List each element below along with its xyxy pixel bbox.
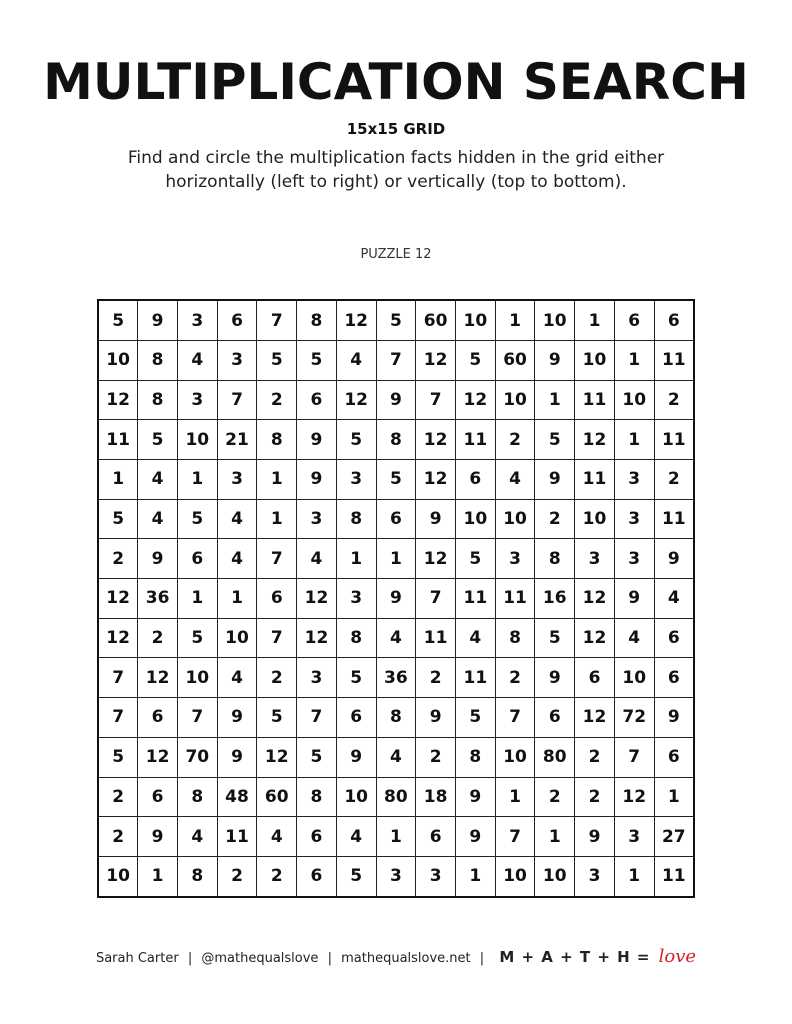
grid-cell[interactable]: 10: [495, 737, 535, 777]
grid-cell[interactable]: 2: [257, 380, 297, 420]
grid-cell[interactable]: 3: [297, 658, 337, 698]
grid-cell[interactable]: 9: [614, 579, 654, 619]
grid-cell[interactable]: 1: [257, 460, 297, 500]
grid-cell[interactable]: 6: [297, 817, 337, 857]
grid-cell[interactable]: 5: [257, 341, 297, 381]
grid-cell[interactable]: 9: [217, 737, 257, 777]
grid-cell[interactable]: 9: [535, 658, 575, 698]
grid-cell[interactable]: 8: [257, 420, 297, 460]
grid-cell[interactable]: 4: [177, 341, 217, 381]
grid-cell[interactable]: 3: [495, 539, 535, 579]
grid-cell[interactable]: 4: [138, 499, 178, 539]
grid-cell[interactable]: 1: [614, 420, 654, 460]
grid-cell[interactable]: 7: [495, 698, 535, 738]
grid-cell[interactable]: 10: [217, 618, 257, 658]
grid-cell[interactable]: 60: [257, 777, 297, 817]
grid-cell[interactable]: 12: [416, 460, 456, 500]
puzzle-label: PUZZLE 12: [360, 247, 432, 262]
grid-cell[interactable]: 2: [416, 737, 456, 777]
grid-cell[interactable]: 10: [575, 499, 615, 539]
grid-cell[interactable]: 3: [297, 499, 337, 539]
grid-cell[interactable]: 6: [654, 658, 694, 698]
grid-cell[interactable]: 12: [416, 539, 456, 579]
grid-cell[interactable]: 10: [455, 300, 495, 341]
grid-cell[interactable]: 10: [535, 300, 575, 341]
grid-cell[interactable]: 10: [495, 856, 535, 897]
grid-cell[interactable]: 9: [535, 341, 575, 381]
grid-cell[interactable]: 1: [257, 499, 297, 539]
grid-row: [98, 499, 694, 539]
grid-cell[interactable]: 9: [416, 499, 456, 539]
grid-cell[interactable]: 6: [416, 817, 456, 857]
grid-cell[interactable]: 4: [336, 817, 376, 857]
grid-cell[interactable]: 10: [575, 341, 615, 381]
grid-cell[interactable]: 2: [257, 658, 297, 698]
grid-body: [98, 300, 694, 897]
grid-cell[interactable]: 4: [455, 618, 495, 658]
page-title: MULTIPLICATION SEARCH: [43, 53, 749, 111]
grid-cell[interactable]: 7: [297, 698, 337, 738]
grid-cell[interactable]: 10: [455, 499, 495, 539]
grid-cell[interactable]: 3: [177, 380, 217, 420]
footer-handle: @mathequalslove: [201, 951, 319, 966]
brand-logo: M + A + T + H =: [499, 948, 651, 966]
grid-cell[interactable]: 6: [654, 618, 694, 658]
grid-cell[interactable]: 9: [376, 380, 416, 420]
grid-cell[interactable]: 4: [614, 618, 654, 658]
grid-cell[interactable]: 1: [535, 380, 575, 420]
footer-separator: |: [479, 951, 485, 966]
grid-cell[interactable]: 7: [376, 341, 416, 381]
grid-cell[interactable]: 3: [614, 499, 654, 539]
grid-cell[interactable]: 7: [495, 817, 535, 857]
grid-cell[interactable]: 6: [257, 579, 297, 619]
grid-cell[interactable]: 4: [376, 737, 416, 777]
grid-cell[interactable]: 4: [177, 817, 217, 857]
grid-cell[interactable]: 12: [297, 579, 337, 619]
grid-row: [98, 539, 694, 579]
grid-cell[interactable]: 4: [654, 579, 694, 619]
grid-cell[interactable]: 7: [98, 698, 138, 738]
grid-row: [98, 658, 694, 698]
grid-cell[interactable]: 5: [177, 499, 217, 539]
grid-cell[interactable]: 7: [98, 658, 138, 698]
grid-cell[interactable]: 11: [575, 380, 615, 420]
grid-cell[interactable]: 72: [614, 698, 654, 738]
grid-row: [98, 618, 694, 658]
grid-row: [98, 777, 694, 817]
grid-cell[interactable]: 12: [416, 420, 456, 460]
grid-cell[interactable]: 6: [177, 539, 217, 579]
grid-cell[interactable]: 5: [257, 698, 297, 738]
instructions-text: Find and circle the multiplication facts hidden in the grid either horizontally (left to right) or vertically (top to bottom).: [127, 148, 665, 192]
grid-cell[interactable]: 1: [138, 856, 178, 897]
grid-cell[interactable]: 9: [654, 539, 694, 579]
grid-cell[interactable]: 3: [614, 460, 654, 500]
grid-cell[interactable]: 5: [455, 341, 495, 381]
grid-cell[interactable]: 5: [376, 460, 416, 500]
grid-cell[interactable]: 1: [535, 817, 575, 857]
grid-row: [98, 300, 694, 341]
grid-cell[interactable]: 1: [376, 817, 416, 857]
grid-cell[interactable]: 4: [495, 460, 535, 500]
grid-cell[interactable]: 2: [654, 380, 694, 420]
grid-row: [98, 817, 694, 857]
grid-cell[interactable]: 2: [535, 777, 575, 817]
grid-cell[interactable]: 7: [257, 300, 297, 341]
grid-size-subtitle: 15x15 GRID: [346, 120, 446, 138]
grid-cell[interactable]: 27: [654, 817, 694, 857]
grid-cell[interactable]: 12: [575, 698, 615, 738]
brand-love-script: love: [658, 946, 697, 967]
grid-cell[interactable]: 8: [336, 618, 376, 658]
grid-cell[interactable]: 3: [376, 856, 416, 897]
grid-cell[interactable]: 60: [416, 300, 456, 341]
grid-row: [98, 380, 694, 420]
grid-cell[interactable]: 11: [217, 817, 257, 857]
grid-cell[interactable]: 2: [257, 856, 297, 897]
grid-cell[interactable]: 11: [455, 579, 495, 619]
grid-cell[interactable]: 9: [416, 698, 456, 738]
footer-author: Sarah Carter: [95, 951, 179, 966]
grid-cell[interactable]: 36: [376, 658, 416, 698]
grid-cell[interactable]: 6: [138, 698, 178, 738]
grid-cell[interactable]: 12: [138, 658, 178, 698]
grid-cell[interactable]: 12: [98, 579, 138, 619]
grid-cell[interactable]: 9: [575, 817, 615, 857]
grid-cell[interactable]: 5: [376, 300, 416, 341]
footer-separator: |: [187, 951, 193, 966]
grid-cell[interactable]: 60: [495, 341, 535, 381]
grid-cell[interactable]: 11: [575, 460, 615, 500]
grid-cell[interactable]: 3: [336, 460, 376, 500]
grid-cell[interactable]: 1: [614, 341, 654, 381]
grid-cell[interactable]: 6: [217, 300, 257, 341]
grid-cell[interactable]: 7: [416, 380, 456, 420]
grid-cell[interactable]: 12: [138, 737, 178, 777]
grid-cell[interactable]: 2: [98, 817, 138, 857]
grid-row: [98, 341, 694, 381]
grid-cell[interactable]: 6: [575, 658, 615, 698]
grid-cell[interactable]: 4: [297, 539, 337, 579]
grid-cell[interactable]: 2: [217, 856, 257, 897]
grid-cell[interactable]: 9: [455, 777, 495, 817]
grid-cell[interactable]: 9: [217, 698, 257, 738]
grid-cell[interactable]: 48: [217, 777, 257, 817]
grid-cell[interactable]: 7: [177, 698, 217, 738]
grid-cell[interactable]: 11: [455, 658, 495, 698]
grid-cell[interactable]: 3: [575, 539, 615, 579]
grid-cell[interactable]: 6: [376, 499, 416, 539]
grid-cell[interactable]: 3: [575, 856, 615, 897]
grid-cell[interactable]: 36: [138, 579, 178, 619]
grid-cell[interactable]: 9: [535, 460, 575, 500]
grid-cell[interactable]: 8: [138, 341, 178, 381]
grid-cell[interactable]: 10: [177, 658, 217, 698]
grid-cell[interactable]: 12: [98, 380, 138, 420]
grid-cell[interactable]: 10: [495, 499, 535, 539]
grid-cell[interactable]: 1: [376, 539, 416, 579]
grid-cell[interactable]: 9: [455, 817, 495, 857]
grid-cell[interactable]: 16: [535, 579, 575, 619]
grid-cell[interactable]: 1: [654, 777, 694, 817]
grid-cell[interactable]: 9: [297, 460, 337, 500]
grid-cell[interactable]: 1: [455, 856, 495, 897]
grid-cell[interactable]: 12: [614, 777, 654, 817]
grid-cell[interactable]: 2: [575, 777, 615, 817]
grid-cell[interactable]: 3: [177, 300, 217, 341]
grid-cell[interactable]: 8: [297, 300, 337, 341]
grid-cell[interactable]: 1: [217, 579, 257, 619]
grid-cell[interactable]: 11: [654, 420, 694, 460]
grid-cell[interactable]: 8: [177, 777, 217, 817]
grid-cell[interactable]: 7: [217, 380, 257, 420]
grid-cell[interactable]: 9: [376, 579, 416, 619]
grid-cell[interactable]: 12: [336, 300, 376, 341]
grid-cell[interactable]: 3: [614, 817, 654, 857]
grid-row: [98, 737, 694, 777]
grid-cell[interactable]: 8: [376, 698, 416, 738]
footer: [0, 946, 792, 967]
grid-cell[interactable]: 21: [217, 420, 257, 460]
grid-cell[interactable]: 5: [297, 737, 337, 777]
grid-cell[interactable]: 11: [495, 579, 535, 619]
grid-cell[interactable]: 12: [98, 618, 138, 658]
grid-cell[interactable]: 11: [654, 341, 694, 381]
grid-cell[interactable]: 8: [297, 777, 337, 817]
grid-cell[interactable]: 3: [217, 341, 257, 381]
grid-cell[interactable]: 70: [177, 737, 217, 777]
grid-cell[interactable]: 80: [376, 777, 416, 817]
grid-cell[interactable]: 12: [257, 737, 297, 777]
grid-cell[interactable]: 8: [336, 499, 376, 539]
grid-cell[interactable]: 11: [416, 618, 456, 658]
grid-cell[interactable]: 5: [98, 499, 138, 539]
grid-cell[interactable]: 12: [455, 380, 495, 420]
grid-cell[interactable]: 12: [575, 618, 615, 658]
grid-cell[interactable]: 8: [376, 420, 416, 460]
grid-cell[interactable]: 7: [257, 618, 297, 658]
grid-cell[interactable]: 3: [416, 856, 456, 897]
grid-cell[interactable]: 5: [455, 698, 495, 738]
grid-cell[interactable]: 10: [614, 380, 654, 420]
grid-cell[interactable]: 10: [177, 420, 217, 460]
grid-cell[interactable]: 5: [336, 420, 376, 460]
grid-cell[interactable]: 6: [138, 777, 178, 817]
grid-cell[interactable]: 4: [376, 618, 416, 658]
grid-cell[interactable]: 7: [257, 539, 297, 579]
grid-cell[interactable]: 18: [416, 777, 456, 817]
grid-cell[interactable]: 8: [535, 539, 575, 579]
grid-cell[interactable]: 6: [297, 856, 337, 897]
grid-cell[interactable]: 9: [138, 300, 178, 341]
grid-cell[interactable]: 10: [535, 856, 575, 897]
grid-cell[interactable]: 12: [575, 420, 615, 460]
grid-cell[interactable]: 5: [297, 341, 337, 381]
footer-website: mathequalslove.net: [341, 951, 471, 966]
grid-cell[interactable]: 9: [297, 420, 337, 460]
grid-cell[interactable]: 4: [217, 658, 257, 698]
grid-cell[interactable]: 7: [614, 737, 654, 777]
grid-cell[interactable]: 5: [336, 856, 376, 897]
grid-cell[interactable]: 12: [575, 579, 615, 619]
grid-cell[interactable]: 4: [257, 817, 297, 857]
grid-cell[interactable]: 3: [336, 579, 376, 619]
grid-cell[interactable]: 5: [177, 618, 217, 658]
grid-cell[interactable]: 12: [297, 618, 337, 658]
grid-cell[interactable]: 5: [98, 300, 138, 341]
grid-cell[interactable]: 3: [614, 539, 654, 579]
grid-cell[interactable]: 2: [535, 499, 575, 539]
grid-cell[interactable]: 11: [654, 499, 694, 539]
grid-cell[interactable]: 6: [654, 300, 694, 341]
grid-cell[interactable]: 4: [217, 539, 257, 579]
grid-cell[interactable]: 1: [98, 460, 138, 500]
grid-cell[interactable]: 6: [455, 460, 495, 500]
grid-cell[interactable]: 9: [138, 817, 178, 857]
grid-cell[interactable]: 2: [654, 460, 694, 500]
grid-cell[interactable]: 1: [177, 460, 217, 500]
number-search-grid: [97, 299, 695, 898]
grid-cell[interactable]: 6: [535, 698, 575, 738]
grid-cell[interactable]: 6: [614, 300, 654, 341]
grid-cell[interactable]: 6: [336, 698, 376, 738]
grid-cell[interactable]: 12: [336, 380, 376, 420]
grid-cell[interactable]: 9: [336, 737, 376, 777]
grid-cell[interactable]: 1: [575, 300, 615, 341]
grid-cell[interactable]: 1: [614, 856, 654, 897]
grid-cell[interactable]: 8: [177, 856, 217, 897]
grid-row: [98, 420, 694, 460]
footer-separator: |: [327, 951, 332, 966]
grid-cell[interactable]: 8: [495, 618, 535, 658]
grid-cell[interactable]: 2: [416, 658, 456, 698]
grid-row: [98, 579, 694, 619]
grid-cell[interactable]: 2: [98, 777, 138, 817]
grid-cell[interactable]: 5: [535, 618, 575, 658]
grid-cell[interactable]: 9: [138, 539, 178, 579]
grid-cell[interactable]: 8: [138, 380, 178, 420]
grid-cell[interactable]: 10: [98, 341, 138, 381]
grid-cell[interactable]: 4: [138, 460, 178, 500]
grid-row: [98, 856, 694, 897]
grid-cell[interactable]: 80: [535, 737, 575, 777]
grid-cell[interactable]: 5: [138, 420, 178, 460]
grid-cell[interactable]: 11: [98, 420, 138, 460]
grid-cell[interactable]: 2: [98, 539, 138, 579]
grid-cell[interactable]: 9: [654, 698, 694, 738]
grid-cell[interactable]: 11: [455, 420, 495, 460]
grid-cell[interactable]: 7: [416, 579, 456, 619]
grid-cell[interactable]: 11: [654, 856, 694, 897]
grid-cell[interactable]: 1: [495, 300, 535, 341]
grid-cell[interactable]: 5: [455, 539, 495, 579]
grid-row: [98, 698, 694, 738]
grid-cell[interactable]: 10: [495, 380, 535, 420]
grid-cell[interactable]: 1: [495, 777, 535, 817]
grid-row: [98, 460, 694, 500]
grid-cell[interactable]: 10: [336, 777, 376, 817]
grid-cell[interactable]: 6: [654, 737, 694, 777]
grid-cell[interactable]: 12: [416, 341, 456, 381]
grid-cell[interactable]: 4: [217, 499, 257, 539]
grid-cell[interactable]: 3: [217, 460, 257, 500]
grid-cell[interactable]: 5: [535, 420, 575, 460]
grid-cell[interactable]: 1: [177, 579, 217, 619]
grid-cell[interactable]: 2: [575, 737, 615, 777]
grid-cell[interactable]: 2: [495, 420, 535, 460]
grid-cell[interactable]: 10: [614, 658, 654, 698]
grid-cell[interactable]: 5: [98, 737, 138, 777]
grid-cell[interactable]: 4: [336, 341, 376, 381]
grid-cell[interactable]: 2: [495, 658, 535, 698]
grid-cell[interactable]: 2: [138, 618, 178, 658]
grid-cell[interactable]: 5: [336, 658, 376, 698]
grid-cell[interactable]: 8: [455, 737, 495, 777]
grid-cell[interactable]: 1: [336, 539, 376, 579]
grid-cell[interactable]: 6: [297, 380, 337, 420]
grid-cell[interactable]: 10: [98, 856, 138, 897]
